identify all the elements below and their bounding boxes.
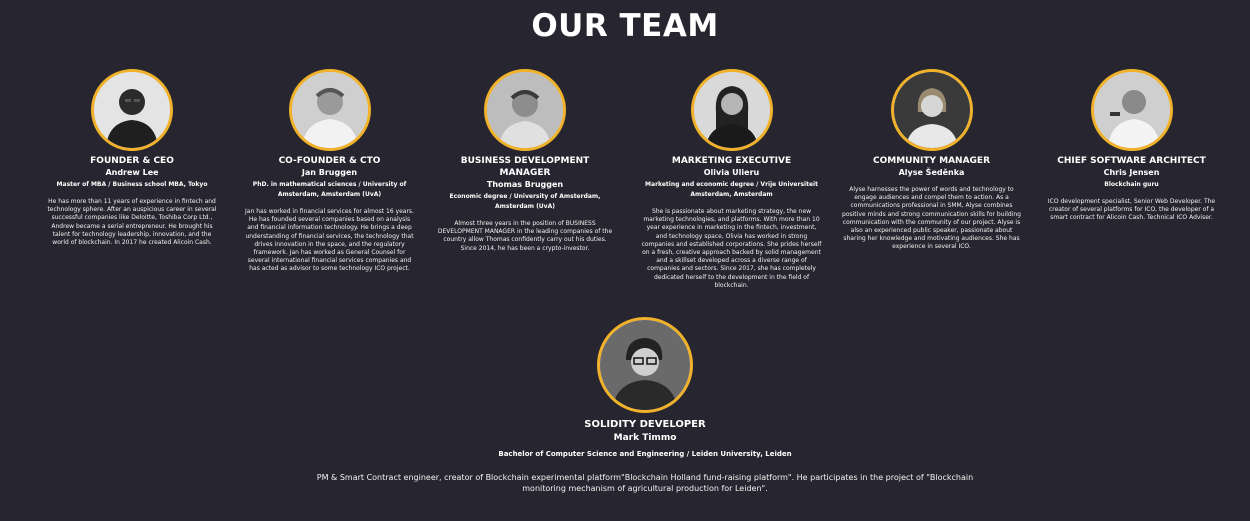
member-name: Chris Jensen — [1103, 168, 1160, 177]
member-role: CO-FOUNDER & CTO — [278, 156, 381, 166]
member-role: COMMUNITY MANAGER — [872, 156, 991, 166]
member-name: Andrew Lee — [105, 168, 159, 177]
member-role: BUSINESS DEVELOPMENT MANAGER — [460, 156, 590, 178]
member-bio: ICO development specialist, Senior Web Developer. The creator of several platforms for ICO, the developer of a smart contract for Alicoin Cash. Technical ICO Adviser. — [1047, 198, 1216, 222]
member-degree: Master of MBA / Business school MBA, Tokyo — [56, 181, 208, 188]
member-role: FOUNDER & CEO — [90, 156, 174, 166]
member-photo — [289, 69, 371, 151]
team-member-card — [841, 69, 1022, 252]
member-name: Thomas Bruggen — [486, 180, 564, 189]
member-photo — [691, 69, 773, 151]
member-photo — [91, 69, 173, 151]
member-bio: Almost three years in the position of BUSINESS DEVELOPMENT MANAGER in the leading companies of the country allow Thomas confidently carry out his duties. Since 2014, he has been a crypto-investor. — [437, 220, 613, 252]
member-degree: Bachelor of Computer Science and Engineering / Leiden University, Leiden — [498, 450, 792, 458]
member-photo — [597, 317, 693, 413]
team-member-card — [47, 69, 217, 247]
team-member-card — [436, 69, 614, 253]
member-bio: Jan has worked in financial services for almost 16 years. He has founded several companies based on analysis and financial information technology. He brings a deep understanding of financial services, the technology that drives innovation in the space, and the regulatory framework. Jan has worked as General Counsel for several international financial services companies and has acted as advisor to some technology ICO project. — [245, 208, 414, 273]
member-bio: PM & Smart Contract engineer, creator of Blockchain experimental platform"Blockchain Holland fund-raising platform". He participates in the project of "Blockchain monitoring mechanism of agricultural production for Leiden". — [316, 473, 974, 493]
member-role: MARKETING EXECUTIVE — [671, 156, 792, 166]
member-photo — [1091, 69, 1173, 151]
member-degree: Blockchain guru — [1104, 181, 1159, 188]
member-photo — [891, 69, 973, 151]
member-name: Alyse Šeděnka — [898, 168, 965, 177]
section-title: OUR TEAM — [531, 8, 719, 44]
member-role: CHIEF SOFTWARE ARCHITECT — [1057, 156, 1206, 166]
member-bio: He has more than 11 years of experience in fintech and technology sphere. After an auspicious career in several successful companies like Deloitte, Toshiba Corp Ltd., Andrew became a serial entrepreneur. He brought his talent for technology leadership, innovation, and the world of blockchain. In 2017 he created Alicoin Cash. — [47, 198, 217, 247]
member-degree: PhD. in mathematical sciences / University of Amsterdam, Amsterdam (UvA) — [252, 181, 407, 198]
member-degree: Economic degree / University of Amsterdam, Amsterdam (UvA) — [449, 193, 601, 210]
member-name: Olivia Ulieru — [703, 168, 760, 177]
member-name: Mark Timmo — [613, 433, 677, 443]
member-name: Jan Bruggen — [301, 168, 358, 177]
member-role: SOLIDITY DEVELOPER — [584, 419, 706, 430]
member-degree: Marketing and economic degree / Vrije Universiteit Amsterdam, Amsterdam — [645, 181, 818, 198]
team-member-card — [243, 69, 416, 274]
member-bio: She is passionate about marketing strategy, the new marketing technologies, and platforms. With more than 10 year experience in marketing in the fintech, investment, and technology space, Olivia has worked in strong companies and established corporations. She prides herself on a fresh, creative approach backed by solid management and a skillset developed across a diverse range of companies and sectors. Since 2017, she has completely dedicated herself to the development in the field of blockchain. — [641, 208, 822, 289]
member-photo — [484, 69, 566, 151]
member-bio: Alyse harnesses the power of words and technology to engage audiences and compel them to action. As a communications professional in SMM, Alyse combines positive minds and strong communication skills for building communication with the community of our project. Alyse is also an experienced public speaker, passionate about sharing her knowledge and motivating audiences. She has experience in several ICO. — [842, 186, 1021, 251]
team-member-card — [1041, 69, 1222, 223]
team-member-card — [641, 69, 822, 290]
team-member-card — [300, 317, 990, 494]
